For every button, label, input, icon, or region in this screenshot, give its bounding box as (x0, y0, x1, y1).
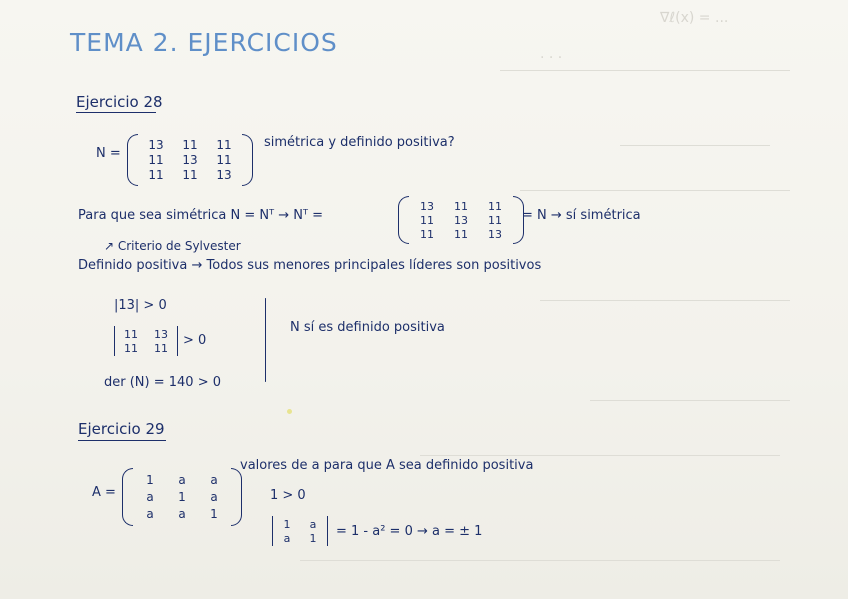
matrix-cell: 11 (182, 168, 198, 182)
left-paren (122, 468, 133, 526)
exercise-29-question: valores de a para que A sea definido positiva (240, 458, 534, 473)
matrix-cell: 11 (216, 153, 232, 167)
exercise-28-heading: Ejercicio 28 (76, 93, 163, 111)
matrix-cell: a (309, 517, 317, 531)
matrix-cell: 1 (210, 507, 218, 521)
heading-underline (76, 112, 156, 113)
matrix-cell: 13 (182, 153, 198, 167)
heading-underline (78, 440, 166, 441)
matrix-n-label: N = (96, 146, 121, 161)
bleed-through-line (420, 455, 780, 456)
exercise-29-minor-result: = 1 - a² = 0 → a = ± 1 (336, 524, 483, 539)
matrix-cell: a (283, 531, 291, 545)
matrix-cell: a (210, 473, 218, 487)
bleed-through-line (540, 300, 790, 301)
matrix-cell: 1 (178, 490, 186, 504)
matrix-a-label: A = (92, 485, 116, 500)
leading-minor-2-rhs: > 0 (183, 333, 207, 348)
matrix-n-transpose (398, 196, 524, 244)
grouping-brace (265, 298, 266, 382)
matrix-cell: a (178, 507, 186, 521)
matrix-cell: 11 (454, 199, 468, 213)
exercise-29-minor (272, 516, 328, 546)
bleed-through-text: ∇ℓ(x) = ... (660, 10, 729, 26)
matrix-a (122, 468, 242, 526)
highlighter-mark (287, 409, 292, 414)
matrix-cell: 11 (420, 227, 434, 241)
right-paren (242, 134, 253, 186)
bleed-through-line (620, 145, 770, 146)
matrix-cell: 11 (488, 199, 502, 213)
matrix-cell: 11 (124, 327, 138, 341)
determinant-n: der (N) = 140 > 0 (104, 375, 221, 390)
bleed-through-line (520, 190, 790, 191)
leading-minor-1: |13| > 0 (114, 298, 167, 313)
sylvester-criterion-note: ↗ Criterio de Sylvester (104, 239, 241, 253)
left-paren (398, 196, 409, 244)
matrix-cell: 13 (454, 213, 468, 227)
matrix-cell: 11 (154, 341, 168, 355)
matrix-cell: 13 (216, 168, 232, 182)
bleed-through-line (590, 400, 790, 401)
exercise-29-step-1: 1 > 0 (270, 488, 306, 503)
matrix-cell: 13 (420, 199, 434, 213)
leading-minor-2 (114, 326, 178, 356)
exercise-28-question: simétrica y definido positiva? (264, 135, 455, 150)
bleed-through-line (300, 560, 780, 561)
matrix-cell: 11 (148, 153, 164, 167)
matrix-cell: 1 (146, 473, 154, 487)
matrix-cell: 11 (124, 341, 138, 355)
matrix-cell: 1 (309, 531, 317, 545)
matrix-cell: 11 (488, 213, 502, 227)
matrix-cell: 11 (182, 138, 198, 152)
matrix-cell: 11 (420, 213, 434, 227)
positive-definite-rule: Definido positiva → Todos sus menores principales líderes son positivos (78, 258, 542, 273)
matrix-cell: 13 (154, 327, 168, 341)
matrix-cell: a (178, 473, 186, 487)
matrix-cell: 11 (148, 168, 164, 182)
left-paren (127, 134, 138, 186)
determinant-bar (177, 326, 178, 356)
right-paren (231, 468, 242, 526)
exercise-29-heading: Ejercicio 29 (78, 420, 165, 438)
matrix-cell: a (146, 507, 154, 521)
matrix-cell: 11 (216, 138, 232, 152)
matrix-cell: 13 (488, 227, 502, 241)
symmetry-result: = N → sí simétrica (522, 208, 641, 223)
bleed-through-text: · · · (540, 50, 563, 66)
determinant-bar (327, 516, 328, 546)
matrix-cell: 13 (148, 138, 164, 152)
symmetry-condition: Para que sea simétrica N = Nᵀ → Nᵀ = (78, 208, 324, 223)
matrix-cell: 11 (454, 227, 468, 241)
exercise-28-conclusion: N sí es definido positiva (290, 320, 445, 335)
matrix-cell: 1 (283, 517, 291, 531)
matrix-n (127, 134, 253, 186)
page-title: TEMA 2. EJERCICIOS (70, 28, 338, 57)
matrix-cell: a (146, 490, 154, 504)
matrix-cell: a (210, 490, 218, 504)
bleed-through-line (500, 70, 790, 71)
